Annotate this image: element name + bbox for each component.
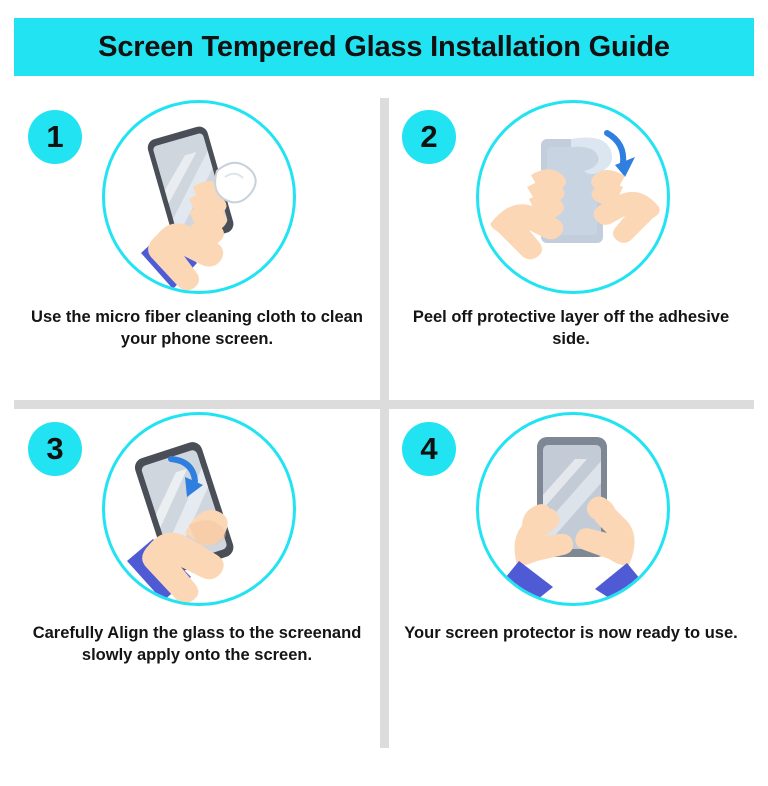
illustration-circle-4 <box>476 412 670 606</box>
hand-aligning-glass-onto-phone-icon <box>105 415 293 603</box>
step-card-1 <box>14 98 380 398</box>
illustration-circle-3 <box>102 412 296 606</box>
step-number-badge-3: 3 <box>28 422 82 476</box>
two-hands-peeling-protective-film-icon <box>479 103 667 291</box>
illustration-circle-2 <box>476 100 670 294</box>
steps-grid <box>14 98 754 748</box>
step-illustration-3 <box>102 412 296 606</box>
installation-guide-page <box>0 18 768 786</box>
header-band <box>14 18 754 76</box>
step-card-3 <box>14 410 380 710</box>
step-illustration-2 <box>476 100 670 294</box>
page-title: Screen Tempered Glass Installation Guide <box>98 30 670 63</box>
step-illustration-4 <box>476 412 670 606</box>
step-card-2 <box>388 98 754 398</box>
step-illustration-1 <box>102 100 296 294</box>
step-card-4 <box>388 410 754 710</box>
hand-holding-phone-thumbs-up-icon <box>479 415 667 603</box>
illustration-circle-1 <box>102 100 296 294</box>
step-caption-1: Use the micro fiber cleaning cloth to clean your phone screen. <box>31 308 363 349</box>
horizontal-divider <box>14 400 754 409</box>
step-number-badge-4: 4 <box>402 422 456 476</box>
step-caption-3: Carefully Align the glass to the screenand slowly apply onto the screen. <box>32 624 362 665</box>
step-caption-2: Peel off protective layer off the adhesive side. <box>412 308 730 349</box>
step-number-badge-2: 2 <box>402 110 456 164</box>
step-caption-4: Your screen protector is now ready to use. <box>404 624 738 642</box>
hand-holding-phone-with-cleaning-cloth-icon <box>105 103 293 291</box>
step-number-badge-1: 1 <box>28 110 82 164</box>
